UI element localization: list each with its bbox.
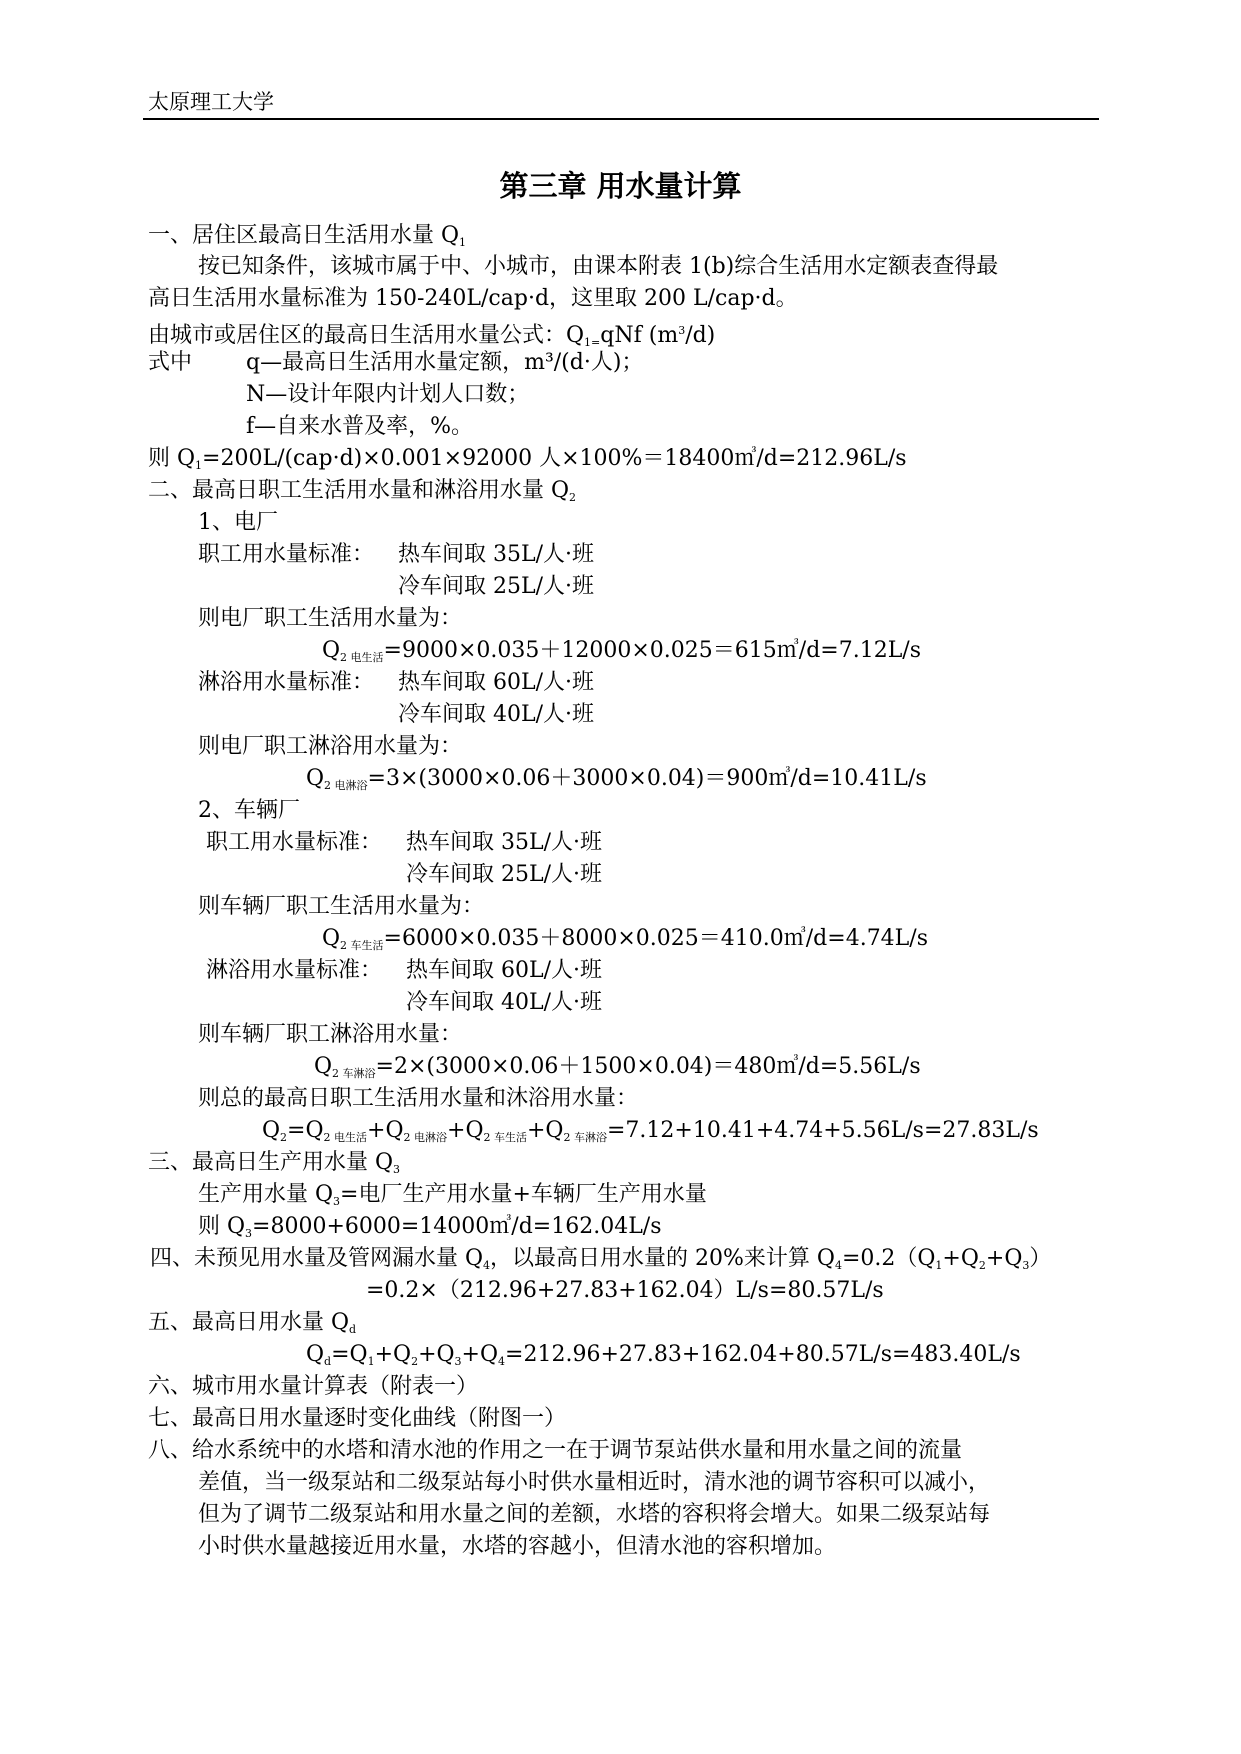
plant-1-shower-cold: 冷车间取 40L/人·班 [398, 702, 595, 727]
section-8-line-1: 八、给水系统中的水塔和清水池的作用之一在于调节泵站供水量和用水量之间的流量 [148, 1438, 963, 1463]
section-1-heading: 一、居住区最高日生活用水量 $Q_1$ [148, 223, 467, 249]
plant-2-then: 则车辆厂职工生活用水量为： [198, 894, 485, 919]
section-5-heading: 五、最高日用水量 $Q_d$ [148, 1310, 357, 1336]
plant-1-hot: 热车间取 35L/人·班 [398, 542, 595, 567]
plant-2-shower-then: 则车辆厂职工淋浴用水量： [198, 1022, 463, 1047]
section-6-heading: 六、城市用水量计算表（附表一） [148, 1374, 479, 1399]
where-item-n: N—设计年限内计划人口数； [246, 382, 530, 407]
plant-1-heading: 1、电厂 [198, 510, 278, 535]
where-label: 式中 [148, 350, 193, 375]
chapter-title: 第三章 用水量计算 [499, 169, 742, 203]
section-1-para-line-2: 高日生活用水量标准为 150-240L/cap·d，这里取 200 L/cap·d。 [148, 286, 798, 311]
section-5-formula: $Q_d=Q_1+Q_2+Q_3+Q_4=212.96+27.83+162.04+80.57L/s=483.40L/s$ [306, 1342, 1021, 1368]
section-4-line-2: =0.2×（212.96+27.83+162.04）L/s=80.57L/s [366, 1278, 884, 1303]
page-header-org: 太原理工大学 [148, 90, 274, 114]
total-formula: $Q_2=Q_{2 电生活}+Q_{2 电淋浴}+Q_{2 车生活}+Q_{2 车淋浴}=7.12+10.41+4.74+5.56L/s=27.83L/s$ [262, 1118, 1039, 1144]
plant-2-std-label: 职工用水量标准： [206, 830, 383, 855]
section-3-line-1: 生产用水量 $Q_3=$电厂生产用水量+车辆厂生产用水量 [198, 1182, 707, 1208]
plant-2-hot: 热车间取 35L/人·班 [406, 830, 603, 855]
plant-2-cold: 冷车间取 25L/人·班 [406, 862, 603, 887]
plant-1-then: 则电厂职工生活用水量为： [198, 606, 463, 631]
plant-1-shower-formula: $Q_{2 电淋浴}=3\times(3000\times 0.06+3000\times 0.04)=900㎥/d=10.41L/s$ [306, 766, 927, 792]
plant-2-shower-cold: 冷车间取 40L/人·班 [406, 990, 603, 1015]
plant-1-shower-label: 淋浴用水量标准： [198, 670, 375, 695]
plant-2-shower-formula: $Q_{2 车淋浴}=2\times(3000\times 0.06+1500\times 0.04)=480㎥/d=5.56L/s$ [314, 1054, 921, 1080]
plant-2-heading: 2、车辆厂 [198, 798, 300, 823]
where-item-f: f—自来水普及率，%。 [246, 414, 474, 439]
plant-2-shower-label: 淋浴用水量标准： [206, 958, 383, 983]
plant-2-shower-hot: 热车间取 60L/人·班 [406, 958, 603, 983]
section-4-line-1: 四、未预见用水量及管网漏水量 $Q_4$，以最高日用水量的 20%来计算 $Q_4=0.2(Q_1+Q_2+Q_3)$ [150, 1246, 1052, 1272]
plant-2-formula: $Q_{2 车生活}=6000\times 0.035+8000\times 0.025=410.0㎥/d=4.74L/s$ [322, 926, 928, 952]
plant-1-std-label: 职工用水量标准： [198, 542, 375, 567]
section-1-result: 则 $Q_1=200L/(cap\cdot d)\times 0.001\times 92000$ 人×100%＝18400㎥/d=212.96L/s [148, 446, 907, 472]
section-7-heading: 七、最高日用水量逐时变化曲线（附图一） [148, 1406, 567, 1431]
section-8-line-3: 但为了调节二级泵站和用水量之间的差额，水塔的容积将会增大。如果二级泵站每 [198, 1502, 991, 1527]
section-2-heading: 二、最高日职工生活用水量和淋浴用水量 $Q_2$ [148, 478, 577, 504]
plant-1-cold: 冷车间取 25L/人·班 [398, 574, 595, 599]
where-item-q: q—最高日生活用水量定额，m³/(d·人)； [246, 350, 644, 375]
plant-1-shower-then: 则电厂职工淋浴用水量为： [198, 734, 463, 759]
plant-1-shower-hot: 热车间取 60L/人·班 [398, 670, 595, 695]
section-8-line-4: 小时供水量越接近用水量，水塔的容越小，但清水池的容积增加。 [198, 1534, 837, 1559]
plant-1-formula: $Q_{2 电生活}=9000\times 0.035+12000\times 0.025=615㎥/d=7.12L/s$ [322, 638, 922, 664]
section-1-para-line-1: 按已知条件，该城市属于中、小城市，由课本附表 1(b)综合生活用水定额表查得最 [198, 254, 999, 279]
header-divider [143, 118, 1099, 120]
section-3-heading: 三、最高日生产用水量 $Q_3$ [148, 1150, 401, 1176]
section-8-line-2: 差值，当一级泵站和二级泵站每小时供水量相近时，清水池的调节容积可以减小， [198, 1470, 991, 1495]
section-1-formula: 由城市或居住区的最高日生活用水量公式：$Q_{1=}qNf$ $(m^3/d)$ [148, 323, 716, 349]
total-then: 则总的最高日职工生活用水量和沐浴用水量： [198, 1086, 639, 1111]
section-3-line-2: 则 $Q_3=8000+6000=14000㎥/d=162.04L/s$ [198, 1214, 662, 1240]
